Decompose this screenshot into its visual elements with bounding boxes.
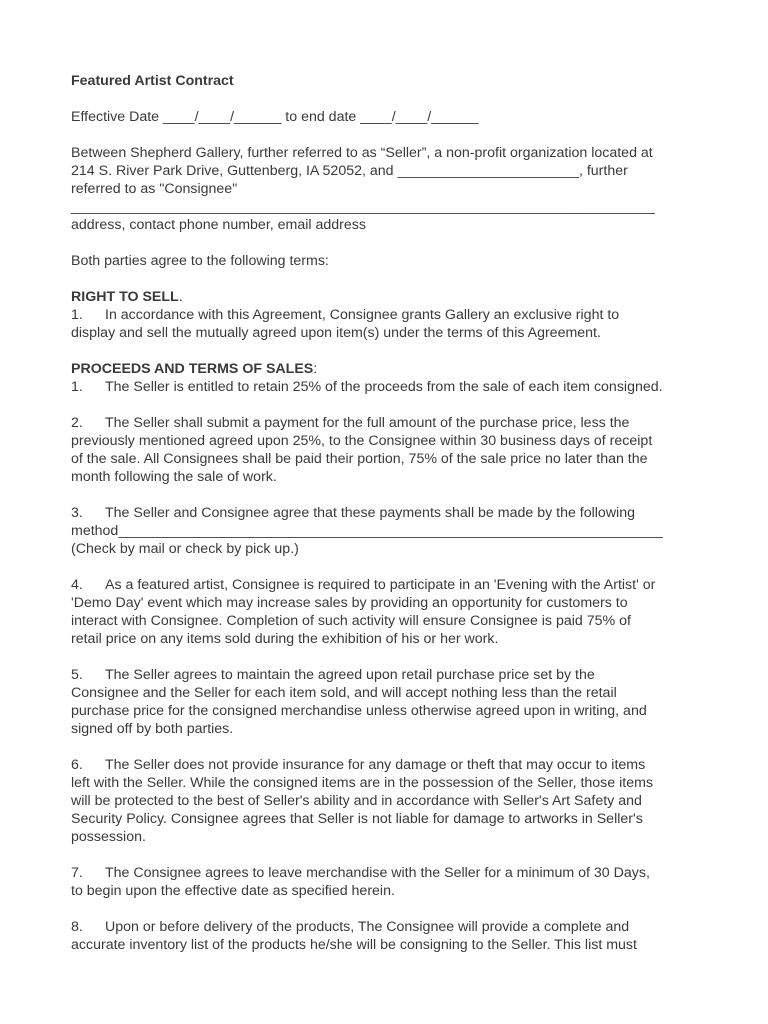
agree-line: Both parties agree to the following terms: [71, 253, 329, 269]
proceeds-item-5-line-3: purchase price for the consigned merchandise unless otherwise agreed upon in writing, and [71, 703, 647, 719]
item-text: As a featured artist, Consignee is required to participate in an 'Evening with the Artist' or [105, 577, 656, 593]
proceeds-item-6-line-3: will be protected to the best of Seller's ability and in accordance with Seller's Art Safety and [71, 793, 642, 809]
proceeds-item-6-line-1 [71, 756, 711, 774]
item-text: Upon or before delivery of the products, The Consignee will provide a complete and [105, 919, 630, 935]
item-number: 1. [71, 379, 83, 395]
item-text: The Seller shall submit a payment for the full amount of the purchase price, less the [105, 415, 630, 431]
proceeds-item-8-line-2: accurate inventory list of the products he/she will be consigning to the Seller. This list must [71, 937, 637, 953]
proceeds-item-3-line-3: (Check by mail or check by pick up.) [71, 541, 299, 557]
right-to-sell-heading-line [71, 288, 711, 306]
consignee-blank-caption: address, contact phone number, email address [71, 217, 366, 233]
item-text: The Consignee agrees to leave merchandise with the Seller for a minimum of 30 Days, [105, 865, 650, 881]
proceeds-item-8 [71, 918, 711, 954]
item-text: The Seller agrees to maintain the agreed upon retail purchase price set by the [105, 667, 595, 683]
item-number: 3. [71, 505, 83, 521]
effective-date-line: Effective Date ____/____/______ to end date ____/____/______ [71, 109, 479, 125]
parties-line-2: 214 S. River Park Drive, Guttenberg, IA 52052, and _______________________, further [71, 163, 628, 179]
proceeds-item-5-line-2: Consignee and the Seller for each item sold, and will accept nothing less than the retail [71, 685, 617, 701]
proceeds-item-6-line-5: possession. [71, 829, 146, 845]
proceeds-item-6 [71, 756, 711, 846]
proceeds-item-7 [71, 864, 711, 900]
item-text: The Seller does not provide insurance for any damage or theft that may occur to items [105, 757, 646, 773]
consignee-blank-line: __________________________________________________________________________ [71, 199, 655, 215]
document-title: Featured Artist Contract [71, 73, 234, 89]
proceeds-item-3 [71, 504, 711, 558]
right-to-sell-heading: RIGHT TO SELL [71, 289, 179, 305]
proceeds-item-2-line-4: month following the sale of work. [71, 469, 277, 485]
proceeds-item-3-line-1 [71, 504, 711, 522]
proceeds-item-4-line-1 [71, 576, 711, 594]
payment-method-blank-line: method_____________________________________________________________________ [71, 523, 663, 539]
proceeds-item-4-line-4: retail price on any items sold during the exhibition of his or her work. [71, 631, 499, 647]
proceeds-item-2 [71, 414, 711, 486]
item-number: 8. [71, 919, 83, 935]
item-number: 4. [71, 577, 83, 593]
right-to-sell-section [71, 288, 711, 342]
right-to-sell-item-1-line-2: display and sell the mutually agreed upon item(s) under the terms of this Agreement. [71, 325, 601, 341]
item-text: In accordance with this Agreement, Consignee grants Gallery an exclusive right to [105, 307, 620, 323]
proceeds-item-4-line-2: 'Demo Day' event which may increase sales by providing an opportunity for customers to [71, 595, 628, 611]
proceeds-item-2-line-2: previously mentioned agreed upon 25%, to the Consignee within 30 business days of receipt [71, 433, 653, 449]
proceeds-item-6-line-2: left with the Seller. While the consigned items are in the possession of the Seller, those items [71, 775, 653, 791]
right-to-sell-heading-punct: . [178, 289, 183, 305]
item-number: 6. [71, 757, 83, 773]
proceeds-item-1-line-1 [71, 378, 711, 396]
proceeds-item-8-line-1 [71, 918, 711, 936]
right-to-sell-item-1-line-1 [71, 306, 711, 324]
item-number: 5. [71, 667, 83, 683]
item-number: 2. [71, 415, 83, 431]
item-number: 7. [71, 865, 83, 881]
proceeds-item-2-line-3: of the sale. All Consignees shall be paid their portion, 75% of the sale price no later than the [71, 451, 648, 467]
proceeds-heading-line [71, 360, 711, 378]
proceeds-item-5 [71, 666, 711, 738]
parties-paragraph [71, 144, 711, 234]
proceeds-item-4 [71, 576, 711, 648]
proceeds-item-5-line-4: signed off by both parties. [71, 721, 234, 737]
proceeds-item-2-line-1 [71, 414, 711, 432]
proceeds-item-6-line-4: Security Policy. Consignee agrees that Seller is not liable for damage to artworks in Seller's [71, 811, 643, 827]
item-text: The Seller is entitled to retain 25% of the proceeds from the sale of each item consigned. [105, 379, 663, 395]
item-number: 1. [71, 307, 83, 323]
proceeds-item-4-line-3: interact with Consignee. Completion of such activity will ensure Consignee is paid 75% of [71, 613, 631, 629]
item-text: The Seller and Consignee agree that these payments shall be made by the following [105, 505, 635, 521]
parties-line-3: referred to as "Consignee" [71, 181, 238, 197]
proceeds-item-7-line-2: to begin upon the effective date as specified herein. [71, 883, 395, 899]
parties-line-1: Between Shepherd Gallery, further referred to as “Seller”, a non-profit organization located at [71, 145, 653, 161]
proceeds-item-7-line-1 [71, 864, 711, 882]
proceeds-heading: PROCEEDS AND TERMS OF SALES [71, 361, 314, 377]
contract-page [71, 72, 711, 972]
proceeds-section-head [71, 360, 711, 396]
proceeds-item-5-line-1 [71, 666, 711, 684]
proceeds-heading-punct: : [313, 361, 318, 377]
